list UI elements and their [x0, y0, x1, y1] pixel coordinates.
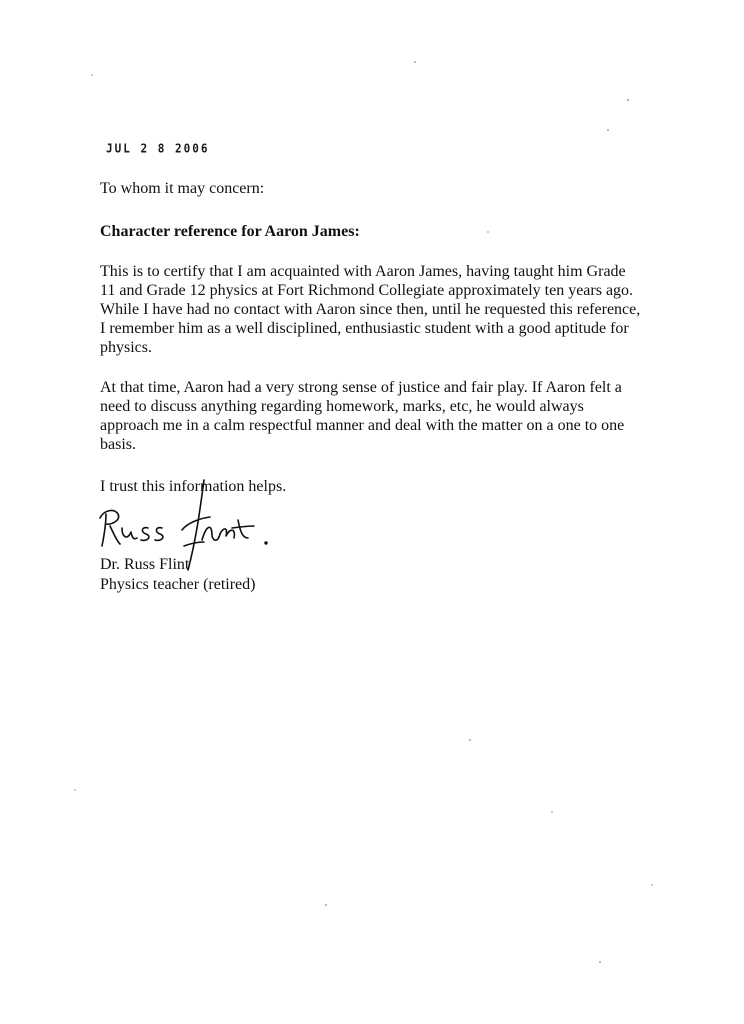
- signer-name: Dr. Russ Flint: [100, 556, 190, 573]
- subject-line: Character reference for Aaron James:: [100, 223, 360, 240]
- salutation: To whom it may concern:: [100, 180, 265, 197]
- body-paragraph-1: This is to certify that I am acquainted with Aaron James, having taught him Grade 11 and Grade 12 physics at Fort Richmond Collegiate approximately ten years ago. While I have had no contact with Aaron since then, until he requested this reference, I remember him as a well disciplined, enthusiastic student with a good aptitude for physics.: [100, 263, 641, 356]
- closing-line: I trust this information helps.: [100, 478, 287, 495]
- signer-title: Physics teacher (retired): [100, 576, 256, 593]
- body-paragraph-2: At that time, Aaron had a very strong sense of justice and fair play. If Aaron felt a need to discuss anything regarding homework, marks, etc, he would always approach me in a calm respectful manner and deal with the matter on a one to one basis.: [100, 379, 625, 453]
- date-stamp: JUL 2 8 2006: [106, 141, 210, 156]
